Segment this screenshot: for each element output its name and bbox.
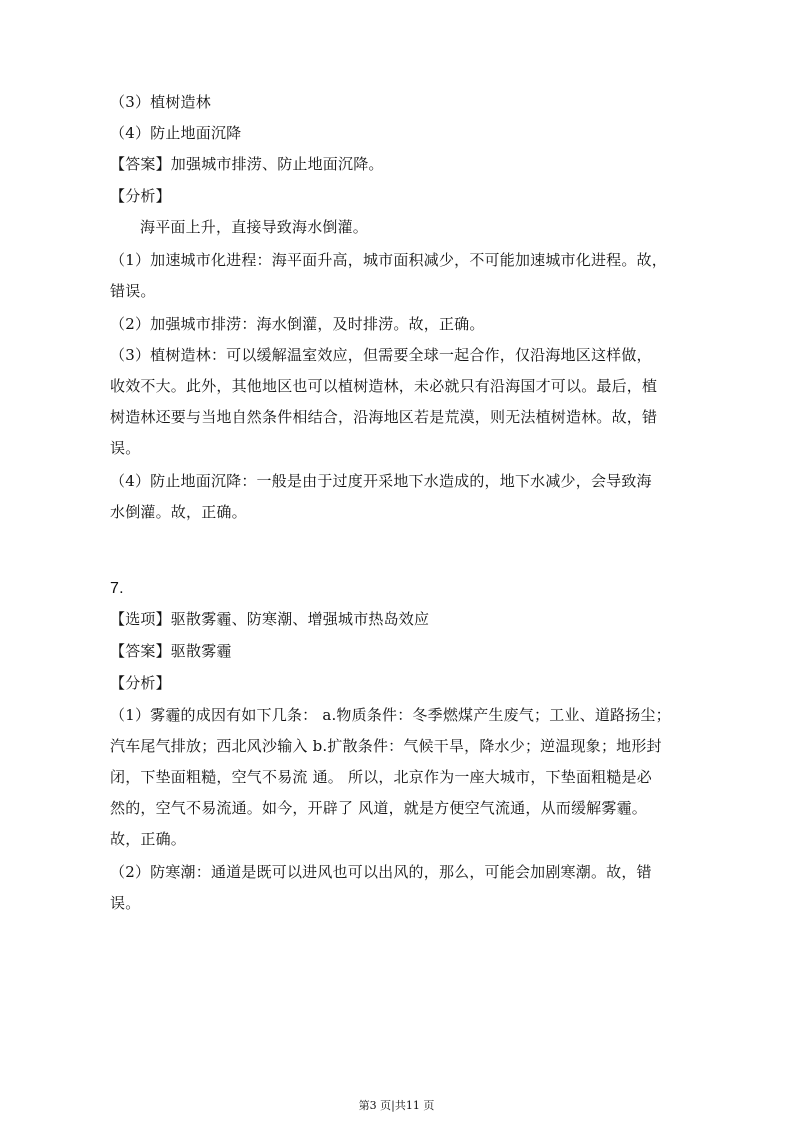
analysis-line: （1）加速城市化进程：海平面升高，城市面积减少，不可能加速城市化进程。故， [110, 251, 667, 269]
analysis-line: 收效不大。此外，其他地区也可以植树造林，未必就只有沿海国才可以。最后，植 [110, 377, 658, 395]
analysis-line: 汽车尾气排放；西北风沙输入 b.扩散条件：气候干旱，降水少；逆温现象；地形封 [110, 737, 662, 755]
question-number: 7. [110, 580, 124, 597]
analysis-line: （4）防止地面沉降：一般是由于过度开采地下水造成的，地下水减少，会导致海 [110, 472, 652, 490]
analysis-line: （2）加强城市排涝：海水倒灌，及时排涝。故，正确。 [110, 315, 485, 333]
page-footer: 第3 页|共11 页 [358, 1099, 435, 1112]
analysis-line: 闭，下垫面粗糙，空气不易流 通。 所以，北京作为一座大城市，下垫面粗糙是必 [110, 768, 652, 786]
analysis-line: 错误。 [110, 282, 156, 300]
analysis-line: 水倒灌。故，正确。 [110, 503, 247, 521]
analysis-intro: 海平面上升，直接导致海水倒灌。 [140, 218, 369, 236]
option-4: （4）防止地面沉降 [110, 124, 242, 142]
analysis-line: 树造林还要与当地自然条件相结合，沿海地区若是荒漠，则无法植树造林。故，错 [110, 408, 658, 426]
analysis-line: （1）雾霾的成因有如下几条： a.物质条件：冬季燃煤产生废气；工业、道路扬尘； [110, 706, 671, 724]
analysis-line: 故，正确。 [110, 830, 187, 848]
analysis-line: 然的，空气不易流通。如今，开辟了 风道，就是方便空气流通，从而缓解雾霾。 [110, 799, 647, 817]
answer-line: 【答案】加强城市排涝、防止地面沉降。 [110, 155, 384, 173]
option-3: （3）植树造林 [110, 93, 211, 111]
analysis-line: 误。 [110, 439, 141, 457]
analysis-header: 【分析】 [110, 187, 171, 205]
options-line: 【选项】驱散雾霾、防寒潮、增强城市热岛效应 [110, 610, 430, 628]
analysis-line: 误。 [110, 894, 141, 912]
analysis-header: 【分析】 [110, 674, 171, 692]
analysis-line: （2）防寒潮：通道是既可以进风也可以出风的，那么，可能会加剧寒潮。故，错 [110, 863, 652, 881]
analysis-line: （3）植树造林：可以缓解温室效应，但需要全球一起合作，仅沿海地区这样做， [110, 346, 652, 364]
answer-line: 【答案】驱散雾霾 [110, 642, 232, 660]
